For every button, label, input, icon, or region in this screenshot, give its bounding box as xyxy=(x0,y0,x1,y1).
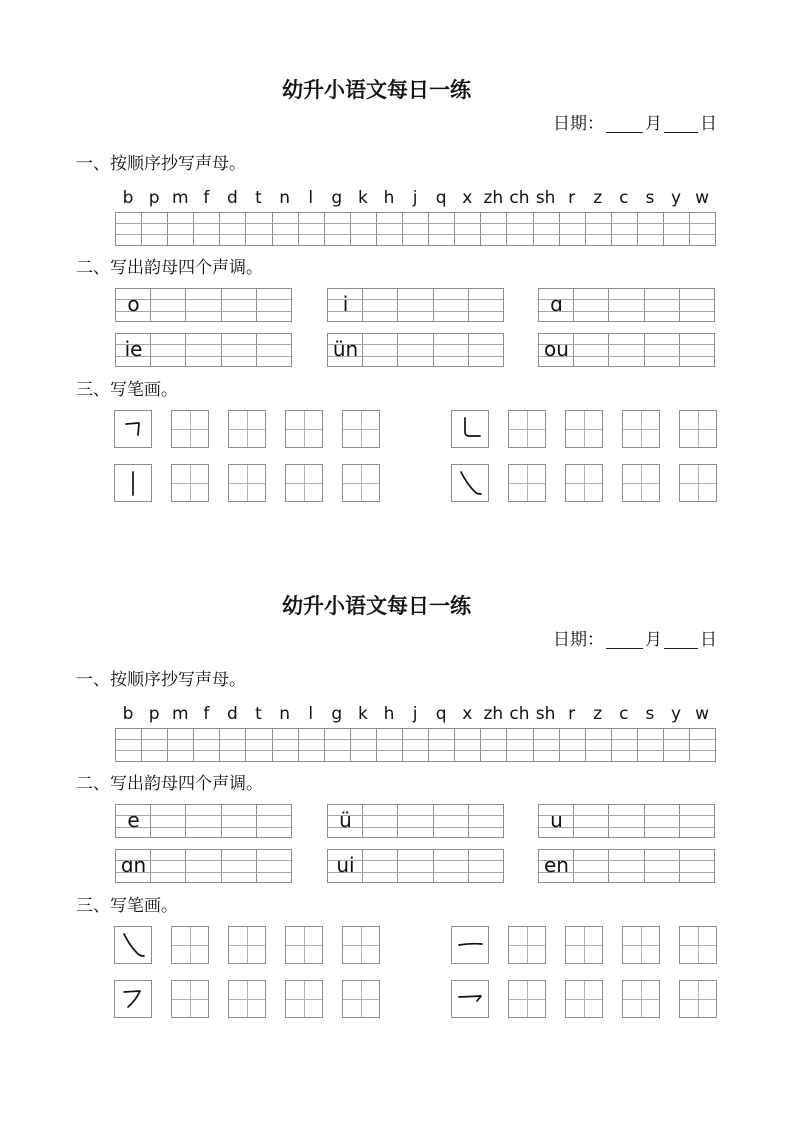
writing-cell xyxy=(298,213,324,245)
writing-cell xyxy=(644,850,679,882)
initial-letter: j xyxy=(412,704,418,724)
writing-cell xyxy=(362,805,397,837)
final-writing-grid xyxy=(327,333,504,367)
writing-cell xyxy=(454,729,480,761)
final-label: en xyxy=(544,853,569,877)
tianzige-box xyxy=(342,926,380,964)
tianzige-box xyxy=(565,464,603,502)
writing-cell xyxy=(689,213,715,245)
final-writing-grid xyxy=(538,288,715,322)
initial-letter: n xyxy=(279,704,290,724)
writing-cell xyxy=(637,729,663,761)
month-label: 月 xyxy=(645,114,662,134)
initial-letter: z xyxy=(593,704,603,724)
month-label: 月 xyxy=(645,630,662,650)
writing-cell xyxy=(219,729,245,761)
initial-letter: d xyxy=(227,188,238,208)
writing-cell xyxy=(611,213,637,245)
tianzige-box xyxy=(565,410,603,448)
writing-cell xyxy=(221,805,256,837)
henggou-stroke-icon xyxy=(451,980,489,1018)
writing-cell xyxy=(397,805,432,837)
na-stroke-icon xyxy=(114,926,152,964)
writing-cell xyxy=(397,850,432,882)
final-writing-grid xyxy=(327,849,504,883)
month-blank xyxy=(606,630,643,649)
tianzige-box xyxy=(565,980,603,1018)
initial-letter: ch xyxy=(509,704,530,724)
tianzige-box xyxy=(622,410,660,448)
guide-line xyxy=(116,223,715,224)
writing-cell xyxy=(167,213,193,245)
strokes-area xyxy=(114,926,718,1018)
writing-cell xyxy=(141,729,167,761)
writing-cell xyxy=(324,729,350,761)
initial-letter: zh xyxy=(483,188,504,208)
day-blank xyxy=(664,114,698,133)
initial-letter: p xyxy=(148,704,160,724)
date-label: 日期： xyxy=(553,114,604,134)
writing-cell xyxy=(362,334,397,366)
final-writing-grid xyxy=(327,804,504,838)
writing-cell xyxy=(141,213,167,245)
writing-cell xyxy=(362,850,397,882)
na-stroke-icon xyxy=(451,464,489,502)
guide-line xyxy=(116,750,715,751)
writing-cell xyxy=(245,213,271,245)
stroke-sample-box xyxy=(114,926,152,964)
initial-letter: sh xyxy=(535,188,556,208)
worksheet-title: 幼升小语文每日一练 xyxy=(282,78,471,102)
initial-letter: w xyxy=(695,188,710,208)
guide-line xyxy=(116,234,715,235)
initial-letter: s xyxy=(645,188,655,208)
strokes-area xyxy=(114,410,718,502)
initial-letter: h xyxy=(383,188,395,208)
final-label: ie xyxy=(124,337,143,361)
initial-letter: n xyxy=(279,188,290,208)
writing-cell xyxy=(679,805,714,837)
tianzige-box xyxy=(171,464,209,502)
stroke-sample-box xyxy=(114,410,152,448)
date-line xyxy=(553,114,717,134)
writing-cell xyxy=(376,729,402,761)
tianzige-box xyxy=(228,410,266,448)
initial-letter: m xyxy=(171,188,189,208)
tianzige-box xyxy=(285,980,323,1018)
writing-cell xyxy=(611,729,637,761)
hengpie-stroke-icon xyxy=(114,980,152,1018)
tianzige-box xyxy=(565,926,603,964)
question-3-heading: 三、写笔画。 xyxy=(76,896,178,916)
writing-cell xyxy=(185,334,220,366)
initial-letter: sh xyxy=(535,704,556,724)
writing-cell xyxy=(433,805,468,837)
writing-cell xyxy=(468,805,503,837)
writing-cell xyxy=(506,213,532,245)
hengzhe-stroke-icon xyxy=(114,410,152,448)
initial-letter: b xyxy=(122,188,134,208)
final-label: o xyxy=(127,292,140,316)
writing-cell xyxy=(679,289,714,321)
date-line xyxy=(553,630,717,650)
initial-letter: y xyxy=(670,704,682,724)
tianzige-box xyxy=(622,980,660,1018)
initial-letter: z xyxy=(593,188,603,208)
guide-line xyxy=(116,739,715,740)
initial-letter: r xyxy=(568,188,576,208)
initial-letter: l xyxy=(308,704,314,724)
writing-cell xyxy=(506,729,532,761)
final-label: ui xyxy=(336,853,355,877)
writing-cell xyxy=(679,334,714,366)
question-3-heading: 三、写笔画。 xyxy=(76,380,178,400)
tianzige-box xyxy=(679,980,717,1018)
stroke-sample-box xyxy=(451,410,489,448)
writing-cell xyxy=(573,334,608,366)
initial-letter: ch xyxy=(509,188,530,208)
final-label: ɑn xyxy=(120,853,147,877)
initial-letter: k xyxy=(357,188,368,208)
writing-cell xyxy=(376,213,402,245)
final-label: u xyxy=(550,808,563,832)
initial-letter: p xyxy=(148,188,160,208)
writing-cell xyxy=(454,213,480,245)
final-label: e xyxy=(127,808,140,832)
stroke-path xyxy=(126,423,139,435)
final-writing-grid xyxy=(115,333,292,367)
stroke-sample-box xyxy=(451,926,489,964)
shu-stroke-icon xyxy=(114,464,152,502)
tianzige-box xyxy=(622,464,660,502)
initial-letter: g xyxy=(331,704,343,724)
stroke-path xyxy=(461,472,481,494)
final-label: ɑ xyxy=(550,292,563,316)
initials-row xyxy=(115,188,715,208)
writing-cell xyxy=(468,289,503,321)
tianzige-box xyxy=(679,926,717,964)
writing-cell xyxy=(116,213,141,245)
writing-cell xyxy=(298,729,324,761)
writing-cell xyxy=(272,213,298,245)
stroke-sample-box xyxy=(451,980,489,1018)
writing-cell xyxy=(256,805,291,837)
writing-cell xyxy=(116,729,141,761)
initial-letter: s xyxy=(645,704,655,724)
writing-cell xyxy=(428,729,454,761)
tianzige-box xyxy=(228,926,266,964)
question-1-heading: 一、按顺序抄写声母。 xyxy=(76,154,246,174)
final-writing-grid xyxy=(538,849,715,883)
initial-letter: j xyxy=(412,188,418,208)
writing-cell xyxy=(402,213,428,245)
writing-cell xyxy=(663,213,689,245)
initial-letter: t xyxy=(255,704,262,724)
initial-letter: f xyxy=(203,704,210,724)
writing-cell xyxy=(150,850,185,882)
writing-cell xyxy=(608,805,643,837)
tianzige-box xyxy=(171,926,209,964)
initial-letter: x xyxy=(462,188,473,208)
initial-letter: b xyxy=(122,704,134,724)
writing-cell xyxy=(559,213,585,245)
initial-letter: zh xyxy=(483,704,504,724)
final-writing-grid xyxy=(538,804,715,838)
writing-cell xyxy=(397,289,432,321)
final-writing-grid xyxy=(327,288,504,322)
writing-cell xyxy=(397,334,432,366)
initial-letter: m xyxy=(171,704,189,724)
question-2-heading: 二、写出韵母四个声调。 xyxy=(76,774,263,794)
writing-cell xyxy=(679,850,714,882)
writing-cell xyxy=(150,289,185,321)
final-label: i xyxy=(342,292,349,316)
tianzige-box xyxy=(285,464,323,502)
tianzige-box xyxy=(228,464,266,502)
day-label: 日 xyxy=(700,630,717,650)
writing-cell xyxy=(324,213,350,245)
stroke-sample-box xyxy=(114,980,152,1018)
tianzige-box xyxy=(285,926,323,964)
tianzige-box xyxy=(508,980,546,1018)
writing-cell xyxy=(193,729,219,761)
final-writing-grid xyxy=(115,804,292,838)
writing-cell xyxy=(256,850,291,882)
stroke-sample-box xyxy=(451,464,489,502)
initial-letter: c xyxy=(619,188,629,208)
stroke-path xyxy=(459,996,481,1001)
tianzige-box xyxy=(508,464,546,502)
writing-cell xyxy=(221,850,256,882)
stroke-sample-box xyxy=(114,464,152,502)
stroke-path xyxy=(465,418,480,436)
initial-letter: w xyxy=(695,704,710,724)
initial-letter: f xyxy=(203,188,210,208)
writing-cell xyxy=(468,850,503,882)
initials-writing-grid xyxy=(115,728,716,762)
final-label: ü xyxy=(339,808,352,832)
practice-sheet xyxy=(0,516,794,1032)
final-writing-grid xyxy=(115,849,292,883)
initials-writing-grid xyxy=(115,212,716,246)
writing-cell xyxy=(433,334,468,366)
writing-cell xyxy=(256,334,291,366)
writing-cell xyxy=(608,289,643,321)
day-blank xyxy=(664,630,698,649)
initial-letter: k xyxy=(357,704,368,724)
month-blank xyxy=(606,114,643,133)
writing-cell xyxy=(637,213,663,245)
final-writing-grid xyxy=(538,333,715,367)
writing-cell xyxy=(185,850,220,882)
writing-cell xyxy=(433,850,468,882)
writing-cell xyxy=(428,213,454,245)
tianzige-box xyxy=(508,410,546,448)
writing-cell xyxy=(573,805,608,837)
writing-cell xyxy=(663,729,689,761)
writing-cell xyxy=(256,289,291,321)
writing-cell xyxy=(480,213,506,245)
writing-cell xyxy=(362,289,397,321)
writing-cell xyxy=(433,289,468,321)
writing-cell xyxy=(150,805,185,837)
tianzige-box xyxy=(285,410,323,448)
question-2-heading: 二、写出韵母四个声调。 xyxy=(76,258,263,278)
writing-cell xyxy=(150,334,185,366)
heng-stroke-icon xyxy=(451,926,489,964)
stroke-path xyxy=(124,991,140,1007)
tianzige-box xyxy=(342,464,380,502)
writing-cell xyxy=(644,289,679,321)
stroke-path xyxy=(124,934,144,956)
writing-cell xyxy=(185,805,220,837)
shuwan-stroke-icon xyxy=(451,410,489,448)
writing-cell xyxy=(585,729,611,761)
writing-cell xyxy=(689,729,715,761)
writing-cell xyxy=(644,805,679,837)
final-label: ün xyxy=(332,337,359,361)
writing-cell xyxy=(585,213,611,245)
writing-cell xyxy=(533,213,559,245)
tianzige-box xyxy=(171,410,209,448)
writing-cell xyxy=(533,729,559,761)
initial-letter: c xyxy=(619,704,629,724)
initial-letter: q xyxy=(435,188,447,208)
initial-letter: t xyxy=(255,188,262,208)
finals-area xyxy=(115,804,715,883)
date-label: 日期： xyxy=(553,630,604,650)
writing-cell xyxy=(402,729,428,761)
tianzige-box xyxy=(228,980,266,1018)
worksheet-title: 幼升小语文每日一练 xyxy=(282,594,471,618)
writing-cell xyxy=(221,289,256,321)
writing-cell xyxy=(644,334,679,366)
writing-cell xyxy=(573,289,608,321)
writing-cell xyxy=(350,729,376,761)
writing-cell xyxy=(219,213,245,245)
question-1-heading: 一、按顺序抄写声母。 xyxy=(76,670,246,690)
initial-letter: g xyxy=(331,188,343,208)
writing-cell xyxy=(221,334,256,366)
writing-cell xyxy=(480,729,506,761)
final-writing-grid xyxy=(115,288,292,322)
writing-cell xyxy=(468,334,503,366)
practice-sheet xyxy=(0,0,794,516)
initial-letter: y xyxy=(670,188,682,208)
writing-cell xyxy=(245,729,271,761)
tianzige-box xyxy=(171,980,209,1018)
tianzige-box xyxy=(342,980,380,1018)
writing-cell xyxy=(608,334,643,366)
initial-letter: r xyxy=(568,704,576,724)
stroke-path xyxy=(459,944,482,945)
initial-letter: q xyxy=(435,704,447,724)
initials-row xyxy=(115,704,715,724)
initial-letter: d xyxy=(227,704,238,724)
final-label: ou xyxy=(544,337,569,361)
writing-cell xyxy=(167,729,193,761)
tianzige-box xyxy=(508,926,546,964)
writing-cell xyxy=(350,213,376,245)
writing-cell xyxy=(608,850,643,882)
tianzige-box xyxy=(342,410,380,448)
writing-cell xyxy=(272,729,298,761)
initial-letter: x xyxy=(462,704,473,724)
initial-letter: h xyxy=(383,704,395,724)
writing-cell xyxy=(185,289,220,321)
finals-area xyxy=(115,288,715,367)
tianzige-box xyxy=(679,464,717,502)
tianzige-box xyxy=(679,410,717,448)
writing-cell xyxy=(193,213,219,245)
day-label: 日 xyxy=(700,114,717,134)
writing-cell xyxy=(559,729,585,761)
tianzige-box xyxy=(622,926,660,964)
writing-cell xyxy=(573,850,608,882)
initial-letter: l xyxy=(308,188,314,208)
